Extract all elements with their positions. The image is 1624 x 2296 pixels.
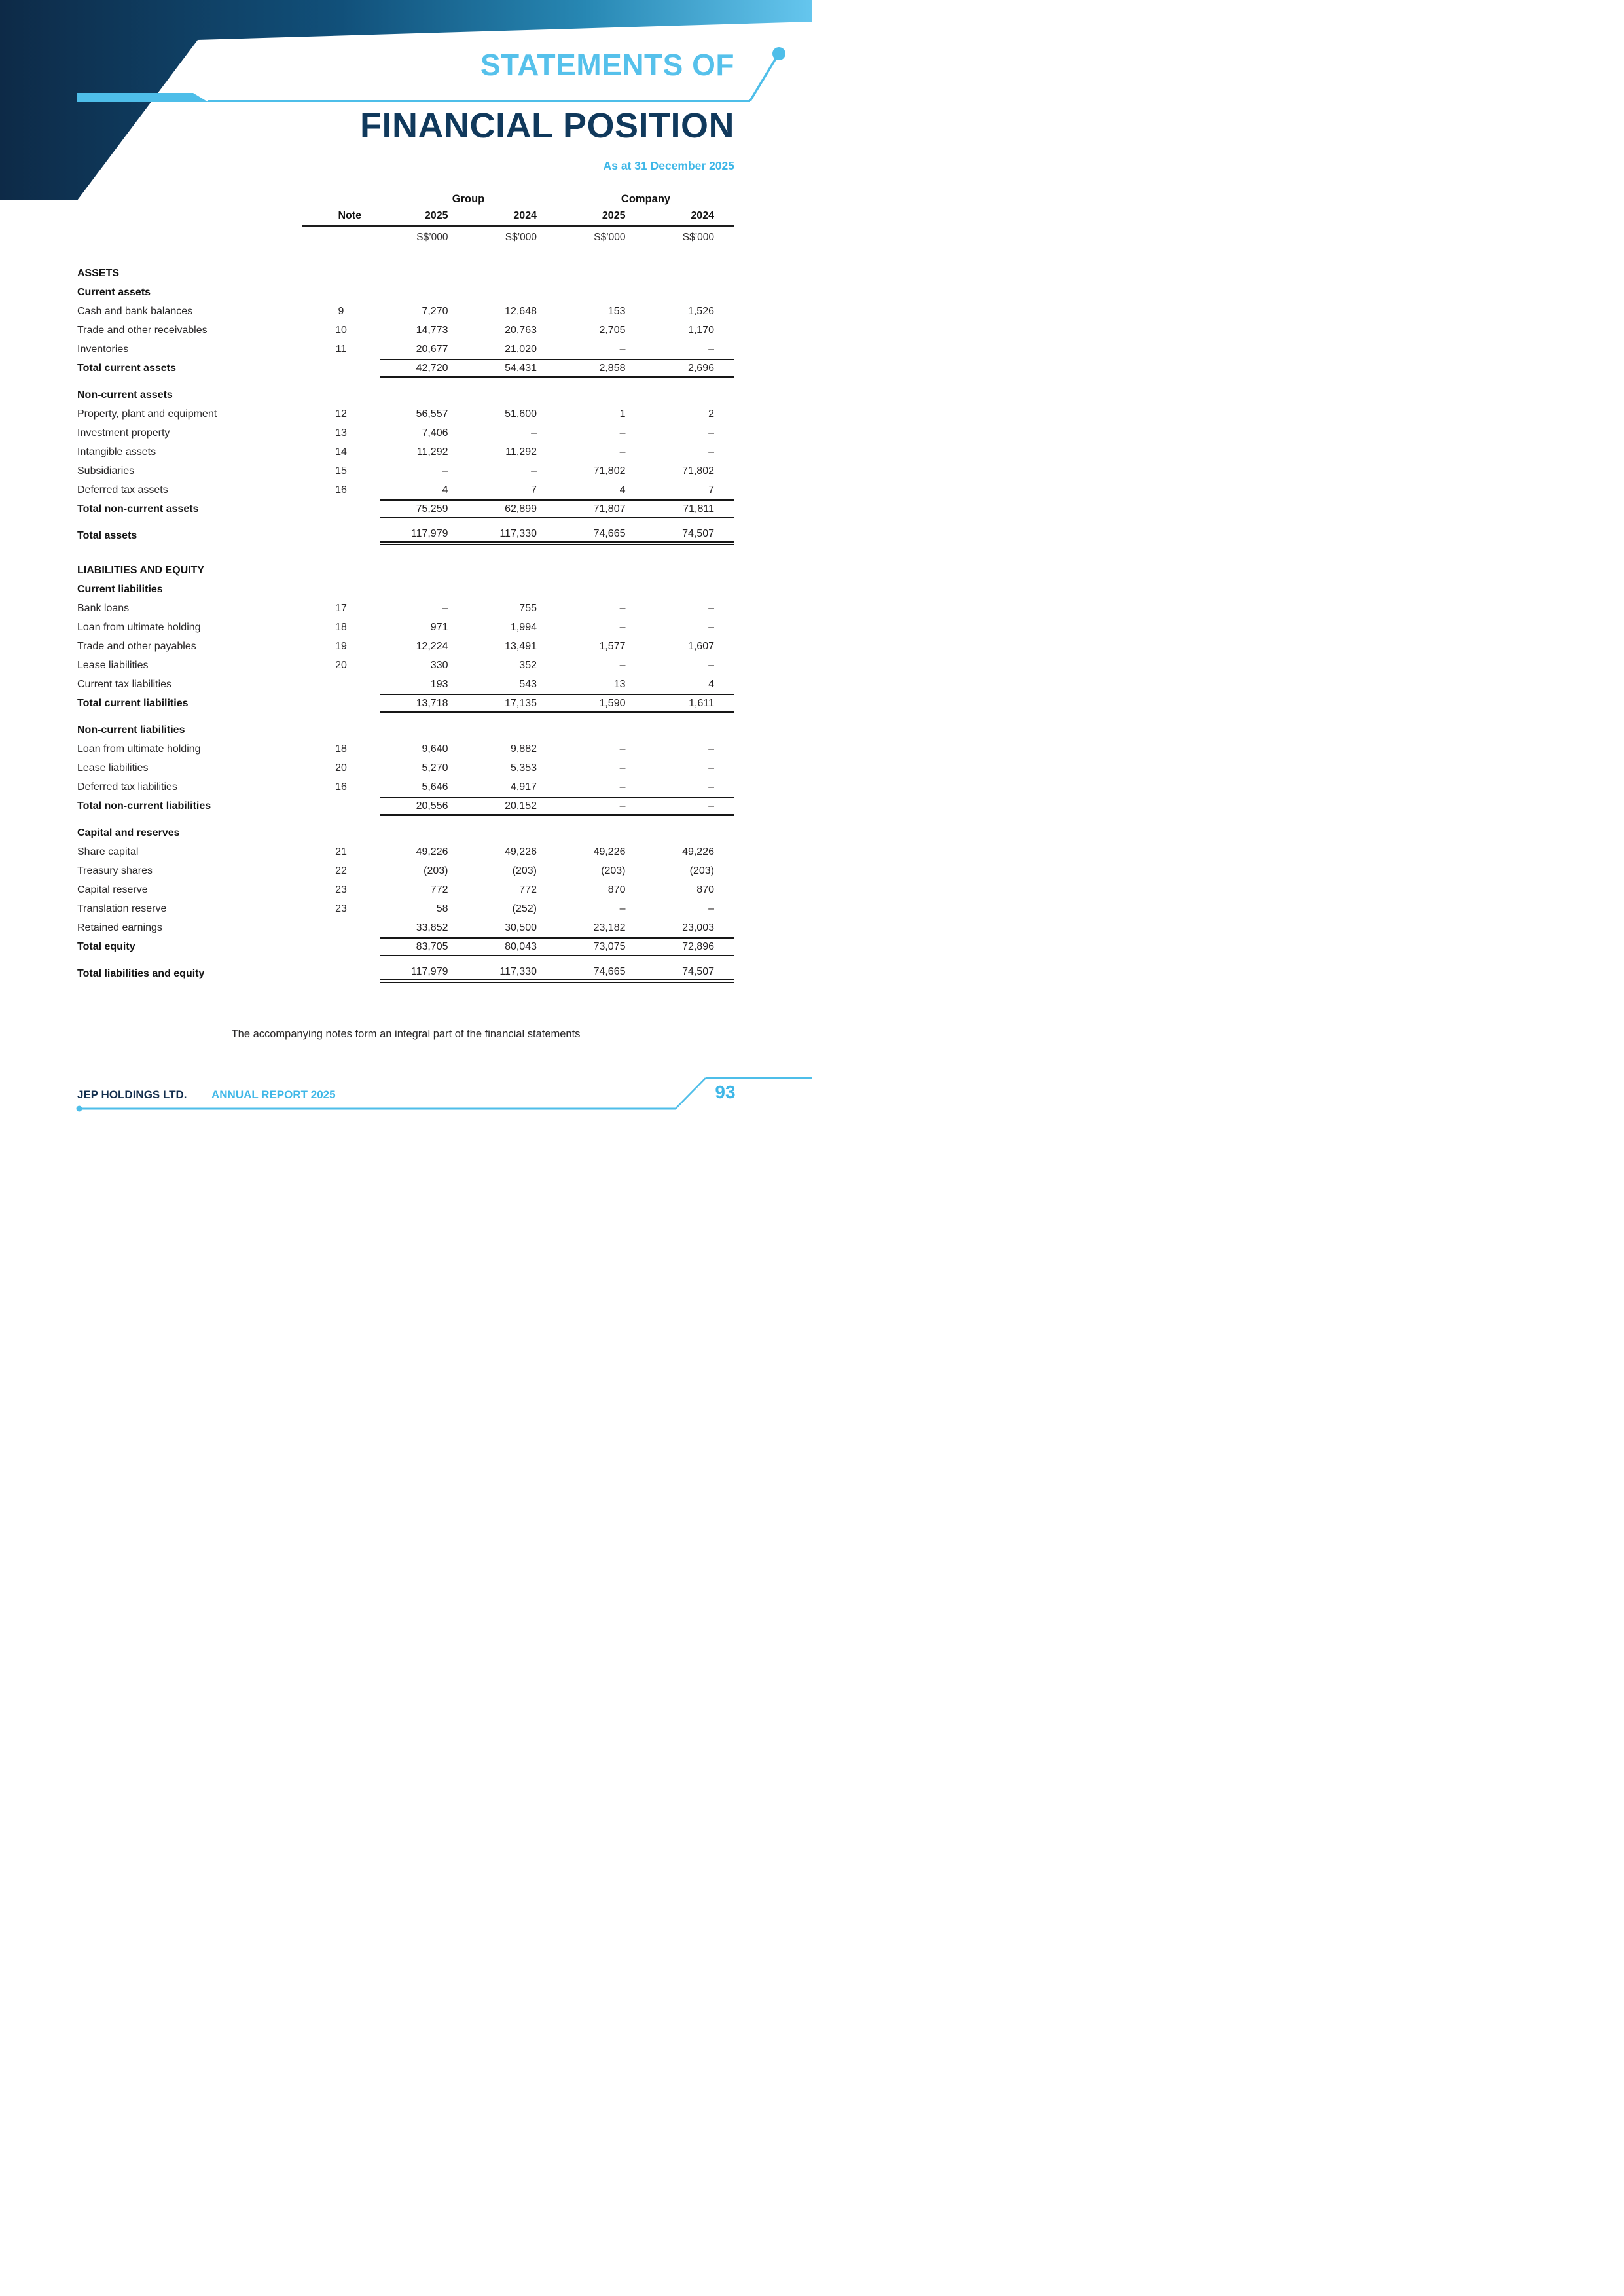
value-cell: 772: [430, 884, 448, 895]
table-row: [77, 442, 734, 461]
value-cell: 13: [613, 678, 626, 690]
accent-diagonal: [750, 58, 776, 101]
footer-report-name: ANNUAL REPORT 2025: [211, 1088, 336, 1101]
value-cell: 14,773: [416, 324, 448, 336]
footer-diagonal-line: [676, 1078, 706, 1109]
financial-position-table: [77, 188, 734, 983]
row-label: Non-current liabilities: [77, 724, 185, 736]
value-cell: 33,852: [416, 922, 448, 933]
row-label: Current liabilities: [77, 583, 163, 595]
note-cell: 23: [335, 903, 347, 914]
note-cell: 12: [335, 408, 347, 420]
note-cell: 20: [335, 659, 347, 671]
table-row: [77, 797, 734, 816]
group-column-header: Group: [452, 192, 485, 205]
table-row: [77, 321, 734, 340]
value-cell: 58: [436, 903, 448, 914]
row-label: Total current assets: [77, 362, 176, 374]
table-row: [77, 423, 734, 442]
table-row: [77, 283, 734, 302]
row-label: Total liabilities and equity: [77, 967, 205, 979]
value-cell: 352: [519, 659, 537, 671]
table-row: [77, 899, 734, 918]
value-cell: 4,917: [510, 781, 537, 793]
page-number: 93: [715, 1082, 736, 1102]
row-label: Investment property: [77, 427, 170, 439]
value-cell: 30,500: [505, 922, 537, 933]
table-row: [77, 480, 734, 499]
value-cell: 71,802: [682, 465, 714, 476]
value-cell: 74,507: [646, 526, 735, 545]
value-cell: (203): [689, 865, 714, 876]
value-cell: 75,259: [380, 499, 469, 518]
note-cell: 9: [338, 305, 344, 317]
value-cell: –: [708, 602, 714, 614]
value-cell: –: [619, 427, 626, 439]
value-cell: 9,882: [510, 743, 537, 755]
value-cell: –: [619, 621, 626, 633]
page-title-line1: STATEMENTS OF: [480, 48, 734, 82]
value-cell: 49,226: [593, 846, 626, 857]
row-label: Intangible assets: [77, 446, 156, 457]
value-cell: 971: [430, 621, 448, 633]
note-cell: 16: [335, 484, 347, 495]
note-cell: 19: [335, 640, 347, 652]
table-row: [77, 599, 734, 618]
value-cell: 20,677: [416, 343, 448, 355]
section-gap: [77, 545, 734, 561]
value-cell: 755: [519, 602, 537, 614]
note-cell: 18: [335, 621, 347, 633]
row-label: Current tax liabilities: [77, 678, 172, 690]
value-cell: 56,557: [416, 408, 448, 420]
value-cell: 117,979: [380, 964, 469, 983]
accent-dot: [772, 47, 785, 60]
value-cell: –: [619, 446, 626, 457]
value-cell: –: [708, 903, 714, 914]
table-row: [77, 656, 734, 675]
row-label: Total assets: [77, 529, 137, 541]
value-cell: –: [708, 659, 714, 671]
value-cell: –: [708, 427, 714, 439]
table-row: [77, 759, 734, 778]
header-body-spacer: [77, 248, 734, 264]
value-cell: 5,646: [422, 781, 448, 793]
row-label: Lease liabilities: [77, 762, 149, 774]
value-cell: 1,170: [687, 324, 714, 336]
value-cell: –: [708, 781, 714, 793]
value-cell: –: [708, 743, 714, 755]
row-label: Total non-current assets: [77, 503, 199, 514]
value-cell: –: [646, 797, 735, 816]
value-cell: 7: [531, 484, 537, 495]
row-label: Current assets: [77, 286, 151, 298]
value-cell: 193: [430, 678, 448, 690]
value-cell: –: [708, 762, 714, 774]
value-cell: 71,811: [646, 499, 735, 518]
section-gap: [77, 518, 734, 526]
section-gap: [77, 816, 734, 823]
footer-rule-graphic: [0, 1067, 812, 1148]
value-cell: 1,607: [687, 640, 714, 652]
table-row: [77, 461, 734, 480]
value-cell: 4: [442, 484, 448, 495]
value-cell: 11,292: [505, 446, 537, 457]
note-cell: 18: [335, 743, 347, 755]
table-row: [77, 580, 734, 599]
row-label: Cash and bank balances: [77, 305, 193, 317]
value-cell: 1,590: [557, 694, 646, 713]
page-title-line2: FINANCIAL POSITION: [359, 106, 734, 145]
value-cell: 74,665: [557, 964, 646, 983]
value-cell: –: [619, 781, 626, 793]
table-row: [77, 637, 734, 656]
value-cell: 12,648: [505, 305, 537, 317]
header-banner-graphic: [0, 0, 812, 209]
value-cell: –: [619, 602, 626, 614]
note-cell: 23: [335, 884, 347, 895]
row-label: LIABILITIES AND EQUITY: [77, 564, 205, 576]
value-cell: 11,292: [416, 446, 448, 457]
value-cell: 62,899: [469, 499, 558, 518]
value-cell: 1,577: [599, 640, 626, 652]
value-cell: 4: [708, 678, 714, 690]
value-cell: –: [708, 446, 714, 457]
table-row: [77, 561, 734, 580]
value-cell: 51,600: [505, 408, 537, 420]
table-row: [77, 526, 734, 545]
value-cell: –: [531, 427, 537, 439]
value-cell: 74,665: [557, 526, 646, 545]
value-cell: 7,406: [422, 427, 448, 439]
value-cell: 117,979: [380, 526, 469, 545]
value-cell: 117,330: [469, 964, 558, 983]
table-row: [77, 937, 734, 956]
value-cell: 117,330: [469, 526, 558, 545]
value-cell: 12,224: [416, 640, 448, 652]
value-cell: –: [619, 343, 626, 355]
value-cell: 2,705: [599, 324, 626, 336]
value-cell: 13,491: [505, 640, 537, 652]
row-label: Deferred tax assets: [77, 484, 168, 495]
note-cell: 16: [335, 781, 347, 793]
value-cell: 153: [607, 305, 626, 317]
value-cell: 83,705: [380, 937, 469, 956]
value-cell: (203): [424, 865, 448, 876]
value-cell: 20,152: [469, 797, 558, 816]
value-cell: 2: [708, 408, 714, 420]
row-label: Loan from ultimate holding: [77, 743, 201, 755]
row-label: Total non-current liabilities: [77, 800, 211, 812]
row-label: Deferred tax liabilities: [77, 781, 177, 793]
value-cell: 330: [430, 659, 448, 671]
value-cell: 23,182: [593, 922, 626, 933]
accent-bar: [77, 93, 208, 102]
value-cell: 49,226: [682, 846, 714, 857]
unit-label: S$’000: [594, 232, 626, 243]
table-row: [77, 823, 734, 842]
row-label: Translation reserve: [77, 903, 167, 914]
value-cell: –: [442, 602, 448, 614]
value-cell: 9,640: [422, 743, 448, 755]
value-cell: 1,994: [510, 621, 537, 633]
footer-company-name: JEP HOLDINGS LTD.: [77, 1088, 187, 1101]
row-label: Total current liabilities: [77, 697, 189, 709]
table-row: [77, 861, 734, 880]
value-cell: 1,611: [646, 694, 735, 713]
year-header-group-2024: 2024: [469, 210, 558, 227]
value-cell: –: [619, 762, 626, 774]
table-row: [77, 918, 734, 937]
value-cell: 2,696: [646, 359, 735, 378]
value-cell: –: [619, 743, 626, 755]
statement-rows: [77, 264, 734, 983]
value-cell: 543: [519, 678, 537, 690]
row-label: Trade and other payables: [77, 640, 196, 652]
table-row: [77, 359, 734, 378]
value-cell: 23,003: [682, 922, 714, 933]
row-label: Total equity: [77, 941, 135, 952]
as-at-date: As at 31 December 2025: [603, 159, 734, 172]
value-cell: 7: [708, 484, 714, 495]
note-cell: 15: [335, 465, 347, 476]
value-cell: 772: [519, 884, 537, 895]
value-cell: –: [531, 465, 537, 476]
table-row: [77, 340, 734, 359]
value-cell: 74,507: [646, 964, 735, 983]
value-cell: 54,431: [469, 359, 558, 378]
table-row: [77, 618, 734, 637]
section-gap: [77, 378, 734, 386]
unit-label: S$’000: [416, 232, 448, 243]
row-label: Retained earnings: [77, 922, 162, 933]
value-cell: 4: [619, 484, 626, 495]
table-row: [77, 964, 734, 983]
value-cell: 20,763: [505, 324, 537, 336]
note-cell: 17: [335, 602, 347, 614]
value-cell: 72,896: [646, 937, 735, 956]
financial-statement-page: [0, 0, 812, 1148]
row-label: ASSETS: [77, 267, 120, 279]
row-label: Inventories: [77, 343, 129, 355]
units-row: [77, 227, 734, 248]
value-cell: 870: [696, 884, 714, 895]
row-label: Subsidiaries: [77, 465, 135, 476]
note-cell: 21: [335, 846, 347, 857]
row-label: Capital and reserves: [77, 827, 180, 838]
year-header-company-2025: 2025: [557, 210, 646, 227]
company-column-header: Company: [621, 192, 671, 205]
note-cell: 14: [335, 446, 347, 457]
value-cell: 42,720: [380, 359, 469, 378]
accompanying-notes-text: The accompanying notes form an integral part of the financial statements: [231, 1028, 581, 1040]
value-cell: (203): [512, 865, 537, 876]
value-cell: (252): [512, 903, 537, 914]
row-label: Capital reserve: [77, 884, 148, 895]
table-row: [77, 842, 734, 861]
value-cell: –: [708, 343, 714, 355]
value-cell: 71,807: [557, 499, 646, 518]
table-row: [77, 778, 734, 797]
value-cell: 1: [619, 408, 626, 420]
value-cell: 17,135: [469, 694, 558, 713]
value-cell: –: [619, 903, 626, 914]
row-label: Non-current assets: [77, 389, 173, 401]
year-header-group-2025: 2025: [380, 210, 469, 227]
value-cell: (203): [601, 865, 626, 876]
value-cell: 80,043: [469, 937, 558, 956]
value-cell: –: [557, 797, 646, 816]
note-cell: 13: [335, 427, 347, 439]
year-header-row: [77, 210, 734, 227]
row-label: Property, plant and equipment: [77, 408, 217, 420]
row-label: Treasury shares: [77, 865, 153, 876]
table-row: [77, 264, 734, 283]
note-cell: 22: [335, 865, 347, 876]
table-row: [77, 740, 734, 759]
note-cell: 10: [335, 324, 347, 336]
note-cell: 20: [335, 762, 347, 774]
table-row: [77, 499, 734, 518]
value-cell: 870: [607, 884, 626, 895]
value-cell: 49,226: [505, 846, 537, 857]
row-label: Lease liabilities: [77, 659, 149, 671]
value-cell: 21,020: [505, 343, 537, 355]
value-cell: 7,270: [422, 305, 448, 317]
value-cell: –: [442, 465, 448, 476]
table-row: [77, 880, 734, 899]
value-cell: 5,353: [510, 762, 537, 774]
table-row: [77, 386, 734, 404]
table-row: [77, 721, 734, 740]
table-row: [77, 302, 734, 321]
year-header-company-2024: 2024: [646, 210, 735, 227]
unit-label: S$’000: [682, 232, 714, 243]
row-label: Trade and other receivables: [77, 324, 208, 336]
row-label: Loan from ultimate holding: [77, 621, 201, 633]
value-cell: –: [619, 659, 626, 671]
unit-label: S$’000: [505, 232, 537, 243]
section-gap: [77, 713, 734, 721]
value-cell: 5,270: [422, 762, 448, 774]
value-cell: 2,858: [557, 359, 646, 378]
value-cell: 71,802: [593, 465, 626, 476]
table-row: [77, 694, 734, 713]
note-cell: 11: [335, 343, 347, 355]
table-row: [77, 404, 734, 423]
value-cell: 13,718: [380, 694, 469, 713]
value-cell: 49,226: [416, 846, 448, 857]
section-gap: [77, 956, 734, 964]
value-cell: 73,075: [557, 937, 646, 956]
note-column-header: Note: [302, 210, 380, 227]
row-label: Bank loans: [77, 602, 130, 614]
row-label: Share capital: [77, 846, 139, 857]
table-row: [77, 675, 734, 694]
value-cell: –: [708, 621, 714, 633]
column-group-header-row: [77, 188, 734, 210]
value-cell: 1,526: [687, 305, 714, 317]
value-cell: 20,556: [380, 797, 469, 816]
accent-rule: [208, 100, 750, 102]
